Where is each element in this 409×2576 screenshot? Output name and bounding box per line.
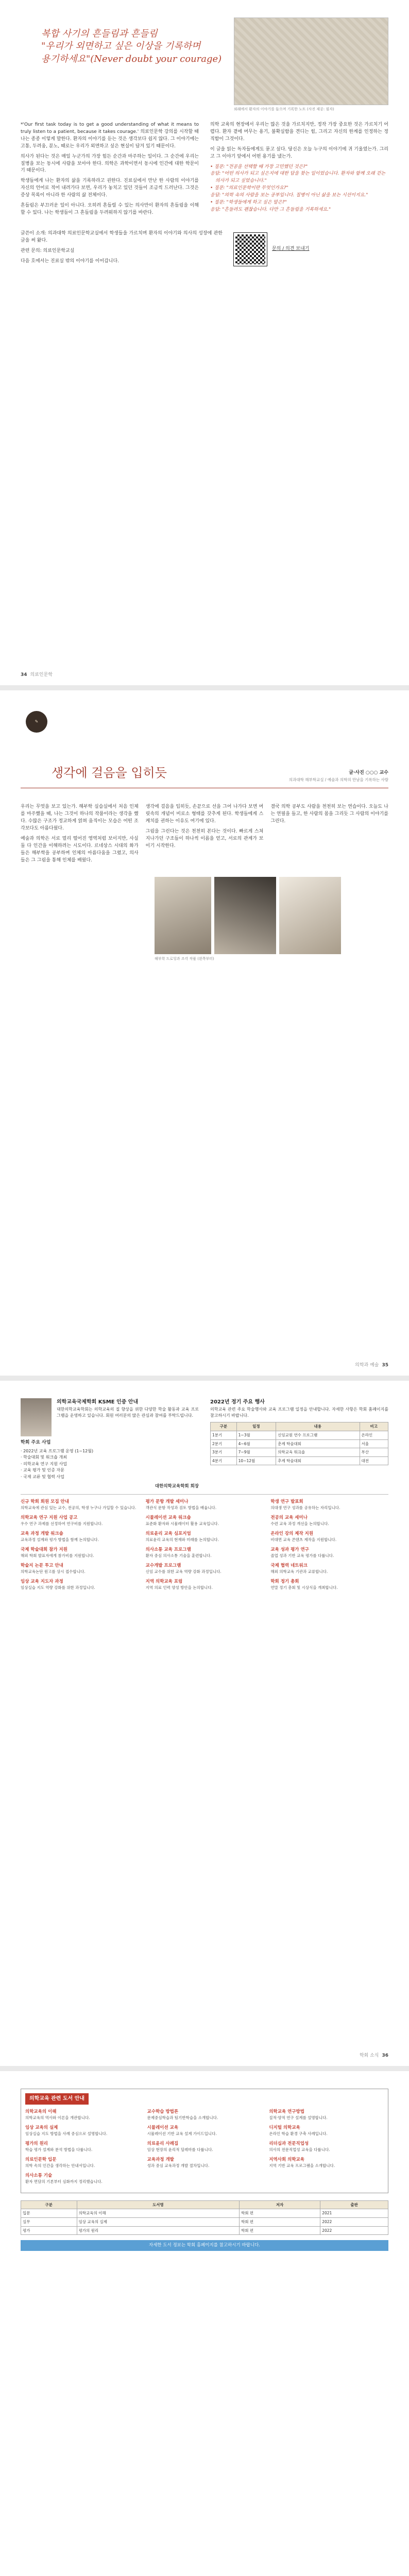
page-folio: [21, 672, 53, 679]
listing-title: 의료윤리 교육 심포지엄: [145, 1531, 191, 1537]
listing-title: 온라인 강의 제작 지원: [270, 1531, 314, 1537]
page-1-body: [21, 122, 388, 220]
book-desc: 의학교육의 역사와 이론을 개관합니다.: [25, 2115, 90, 2120]
book-desc: 지역 기반 교육 프로그램을 소개합니다.: [269, 2163, 335, 2168]
table-cell: 신임교원 연수 프로그램: [276, 1431, 360, 1439]
page-2-title: 생각에 걸음을 입히듯: [52, 766, 167, 780]
paragraph: 이 글을 읽는 독자들에게도 묻고 싶다. 당신은 오늘 누구의 이야기에 귀 기울였는가. 그리고 그 이야기 앞에서 어떤 용기를 냈는가.: [210, 146, 388, 159]
table-cell: 평가의 원리: [77, 2226, 240, 2235]
paragraph: 대한의학교육학회는 의학교육의 질 향상을 위한 다양한 학술 활동과 교육 프로그램을 운영하고 있습니다. 회원 여러분의 많은 관심과 참여를 부탁드립니다.: [57, 1406, 199, 1418]
table-cell: 7~9월: [236, 1448, 276, 1457]
table-cell: 4분기: [211, 1456, 237, 1465]
listing-title: 지역 의학교육 포럼: [145, 1579, 183, 1585]
president-photo: [21, 1398, 52, 1436]
qa-question: • 질문: "전공을 선택할 때 가장 고민했던 것은?": [210, 164, 308, 170]
listing-title: 교수개발 프로그램: [145, 1563, 181, 1569]
table-header: 비고: [360, 1422, 388, 1431]
title-line-2: "우리가 외면하고 싶은 이상을 기록하며: [41, 41, 201, 52]
listing-title: 전공의 교육 세미나: [270, 1515, 308, 1521]
list-item: · 국제 교류 및 협력 사업: [21, 1474, 64, 1479]
listing-title: 학회 정기 총회: [270, 1579, 299, 1585]
table-cell: 대전: [360, 1456, 388, 1465]
listing-title: 국제 학술대회 참가 지원: [21, 1547, 67, 1553]
info-banner: 자세한 도서 정보는 학회 홈페이지를 참고하시기 바랍니다.: [21, 2240, 388, 2251]
section-label: 의료인문학: [30, 672, 53, 678]
listing-body: 지역 의료 인력 양성 방안을 논의합니다.: [145, 1585, 213, 1590]
listing-title: 평가 문항 개발 세미나: [145, 1499, 189, 1505]
schedule-table: [210, 1422, 388, 1465]
listing-title: 국제 협력 네트워크: [270, 1563, 308, 1569]
sidebar-note: 다음 호에서는 진료실 밖의 이야기를 이어갑니다.: [21, 258, 120, 264]
table-cell: 임상 교육의 실제: [77, 2217, 240, 2226]
signature-line: 대한의학교육학회 회장: [155, 1483, 199, 1489]
page-1: [0, 0, 409, 690]
table-row: [21, 2209, 388, 2218]
listing-column-c: [270, 1499, 388, 1595]
table-cell: 부산: [360, 1448, 388, 1457]
book-desc: 의학 속의 인간을 생각하는 안내서입니다.: [25, 2163, 95, 2168]
listing-body: 해외 학회 발표자에게 참가비를 지원합니다.: [21, 1553, 94, 1558]
listing-title: 학생 연구 발표회: [270, 1499, 303, 1505]
table-cell: 2022: [320, 2226, 388, 2235]
table-cell: 4~6월: [236, 1439, 276, 1448]
sidebar-note: 관련 문의: 의료인문학교실: [21, 248, 75, 253]
listing-title: 신규 학회 회원 모집 안내: [21, 1499, 69, 1505]
figure-caption: 해부학 드로잉과 조각 작품 (왼쪽부터): [155, 956, 214, 961]
book-title: 의학교육의 이해: [25, 2109, 57, 2114]
book-title: 평가의 원리: [25, 2141, 48, 2146]
paragraph: 우리는 무엇을 보고 있는가. 해부학 실습실에서 처음 인체를 마주했을 때, 나는 그것이 하나의 작품이라는 생각을 했다. 수많은 구조가 정교하게 얽혀 움직이는 모습은 어떤 조각보다도 아름다웠다.: [21, 804, 139, 831]
listing-body: 연말 정기 총회 및 시상식을 개최합니다.: [270, 1585, 338, 1590]
box-heading: 의학교육 관련 도서 안내: [25, 2093, 89, 2105]
table-header: 구분: [211, 1422, 237, 1431]
qa-answer: 응답: "어떤 의사가 되고 싶은지에 대한 답을 찾는 일이었습니다. 환자와 함께 오래 걷는 의사가 되고 싶었습니다.": [210, 171, 385, 184]
table-row: [21, 2217, 388, 2226]
page-3: [0, 1381, 409, 2071]
artwork-row: [155, 877, 388, 954]
listing-title: 임상 교육 지도자 과정: [21, 1579, 63, 1585]
book-title: 지역사회 의학교육: [269, 2157, 304, 2162]
page-1-title: [41, 28, 223, 65]
table-cell: 1~3월: [236, 1431, 276, 1439]
book-title: 교수학습 방법론: [147, 2109, 179, 2114]
book-column-left: [25, 2109, 140, 2189]
byline-sub: 의과대학 해부학교실 / 예술과 의학의 만남을 기록하는 사람: [288, 777, 388, 782]
sidebar-notes: [21, 230, 223, 268]
listing-body: 해외 의학교육 기관과 교류합니다.: [270, 1569, 328, 1574]
listing-body: 졸업 성과 기반 교육 평가를 다룹니다.: [270, 1553, 334, 1558]
table-cell: 실무: [21, 2217, 77, 2226]
table-row: [211, 1448, 388, 1457]
book-desc: 임상실습 지도 방법을 사례 중심으로 설명합니다.: [25, 2131, 108, 2136]
listing-title: 의학교육 연구 지원 사업 공고: [21, 1515, 78, 1521]
body-right: [210, 122, 388, 220]
subheading: 학회 주요 사업: [21, 1440, 51, 1445]
section-badge: [26, 711, 47, 733]
paragraph: 의사가 된다는 것은 매일 누군가의 가장 힘든 순간과 마주하는 일이다. 그 순간에 우리는 질병을 보는 동시에 사람을 보아야 한다. 의학은 과학이면서 동시에 인간에 대한 학문이기 때문이다.: [21, 154, 199, 174]
table-cell: 서울: [360, 1439, 388, 1448]
paragraph: 예술과 의학은 서로 멀리 떨어진 영역처럼 보이지만, 사실 둘 다 인간을 이해하려는 시도이다. 르네상스 시대의 화가들은 해부학을 공부하며 인체의 아름다움을 그렸고, 의사들은 그 그림을 통해 인체를 배웠다.: [21, 836, 139, 863]
page-2: [0, 690, 409, 1381]
book-desc: 문제중심학습과 팀기반학습을 소개합니다.: [147, 2115, 218, 2120]
sculpture-photo: [214, 877, 276, 954]
book-title: 교육과정 개발: [147, 2157, 174, 2162]
book-info-box: [21, 2089, 388, 2193]
listing-title: 의사소통 교육 프로그램: [145, 1547, 191, 1553]
table-cell: 평가: [21, 2226, 77, 2235]
byline: 글·사진 ○○○ 교수: [349, 770, 388, 775]
table-cell: 2분기: [211, 1439, 237, 1448]
anatomy-drawing: [155, 877, 211, 954]
page-number: 36: [382, 2053, 388, 2059]
table-cell: 10~12월: [236, 1456, 276, 1465]
listing-body: 교육과정 설계와 평가 방법을 함께 논의합니다.: [21, 1537, 99, 1543]
book-title: 시뮬레이션 교육: [147, 2125, 179, 2130]
listing-body: 객관식 문항 작성과 검토 방법을 배웁니다.: [145, 1505, 217, 1511]
listing-body: 의학교육논단 원고를 상시 접수합니다.: [21, 1569, 86, 1574]
paragraph: 생각에 걸음을 입히듯, 손끝으로 선을 그어 나가다 보면 머릿속의 개념이 비로소 형태를 갖추게 된다. 학생들에게 스케치를 권하는 이유도 여기에 있다.: [145, 804, 264, 824]
table-row: [211, 1456, 388, 1465]
listing-body: 신임 교수를 위한 교육 역량 강화 과정입니다.: [145, 1569, 221, 1574]
listing-body: 의대생 연구 성과를 공유하는 자리입니다.: [270, 1505, 340, 1511]
listing-body: 의학교육에 관심 있는 교수, 전공의, 학생 누구나 가입할 수 있습니다.: [21, 1505, 137, 1511]
book-desc: 학습 평가 설계와 분석 방법을 다룹니다.: [25, 2147, 93, 2152]
contact-link[interactable]: 문의 / 의견 보내기: [272, 246, 310, 251]
table-cell: 의학교육의 이해: [77, 2209, 240, 2218]
list-item: · 교육 평가 및 인증 자문: [21, 1468, 64, 1473]
book-desc: 임상 현장의 윤리적 딜레마를 다룹니다.: [147, 2147, 213, 2152]
section-heading: 2022년 정기 주요 행사: [210, 1399, 265, 1405]
table-header: 일정: [236, 1422, 276, 1431]
table-cell: 학회 편: [240, 2217, 320, 2226]
list-item: · 학술대회 및 워크숍 개최: [21, 1455, 67, 1460]
title-line-3: 용기하세요"(Never doubt your courage): [41, 53, 222, 64]
paragraph: *'Our first task today is to get a good understanding of what it means to truly listen to a patient, because it takes courage.' 의료인문학 강의를 시작할 때 나는 종종 이렇게 말한다. 환자의 이야기를 듣는 것은 생각보다 쉽지 않다. 그 이야기에는 고통, 두려움, 분노, 때로는 우리가 외면하고 싶은 현실이 담겨 있기 때문이다.: [21, 122, 199, 149]
section-label: 의학과 예술: [355, 1363, 379, 1368]
listing-body: 임상실습 지도 역량 강화를 위한 과정입니다.: [21, 1585, 95, 1590]
paragraph: 결국 의학 공부도 사람을 천천히 보는 연습이다. 오늘도 나는 연필을 들고, 한 사람의 몸을 그리듯 그 사람의 이야기를 그린다.: [270, 804, 388, 824]
list-item: · 의학교육 연구 지원 사업: [21, 1461, 67, 1466]
page-folio: [355, 1362, 388, 1369]
table-cell: 입문: [21, 2209, 77, 2218]
book-desc: 질적·양적 연구 설계를 설명합니다.: [269, 2115, 328, 2120]
book-title: 디지털 의학교육: [269, 2125, 300, 2130]
listing-body: 우수 연구 과제를 선정하여 연구비를 지원합니다.: [21, 1521, 103, 1527]
paragraph: 흔들림은 부끄러운 일이 아니다. 오히려 흔들릴 수 있는 의사만이 환자의 흔들림을 이해할 수 있다. 나는 학생들이 그 흔들림을 두려워하지 않기를 바란다.: [21, 203, 199, 216]
sidebar-note: 글쓴이 소개: 의과대학 의료인문학교실에서 학생들을 가르치며 환자의 이야기와 의사의 성장에 관한 글을 써 왔다.: [21, 231, 223, 244]
table-cell: 2021: [320, 2209, 388, 2218]
listing-title: 교육 성과 평가 연구: [270, 1547, 309, 1553]
listing-title: 학술지 논문 투고 안내: [21, 1563, 63, 1569]
listing-body: 의료윤리 교육의 현재와 미래를 논의합니다.: [145, 1537, 219, 1543]
table-header: 저자: [240, 2200, 320, 2209]
page-3-top: [21, 1398, 388, 1490]
book-column-right: [269, 2109, 384, 2189]
book-title: 의사소통 기술: [25, 2173, 53, 2178]
table-row: [211, 1431, 388, 1439]
body-left: [21, 122, 199, 220]
table-header: 도서명: [77, 2200, 240, 2209]
qr-code[interactable]: [234, 233, 267, 266]
table-cell: 학회 편: [240, 2209, 320, 2218]
book-desc: 의사의 전문직업성 교육을 다룹니다.: [269, 2147, 330, 2152]
table-cell: 2022: [320, 2217, 388, 2226]
qa-answer: 응답: "의학 속의 사람을 보는 공부입니다. 질병이 아닌 삶을 보는 시선이지요.": [210, 193, 368, 198]
page-number: 35: [382, 1363, 388, 1368]
table-cell: 3분기: [211, 1448, 237, 1457]
paragraph: 그림을 그린다는 것은 천천히 본다는 것이다. 빠르게 스쳐 지나가던 구조들이 하나씩 이름을 얻고, 서로의 관계가 보이기 시작한다.: [145, 829, 264, 849]
book-title: 의료인문학 입문: [25, 2157, 57, 2162]
book-title: 임상 교육의 실제: [25, 2125, 58, 2130]
qa-question: • 질문: "의료인문학이란 무엇인가요?": [210, 185, 288, 191]
listing-body: 표준화 환자와 시뮬레이터 활용 교육입니다.: [145, 1521, 219, 1527]
listing-body: 수련 교육 과정 개선을 논의합니다.: [270, 1521, 329, 1527]
book-title: 의료윤리 사례집: [147, 2141, 179, 2146]
book-desc: 성과 중심 교육과정 개발 절차입니다.: [147, 2163, 210, 2168]
table-cell: 의학교육 워크숍: [276, 1448, 360, 1457]
listing-body: 환자 중심 의사소통 기술을 훈련합니다.: [145, 1553, 212, 1558]
book-desc: 환자 면담의 기본부터 심화까지 정리했습니다.: [25, 2179, 103, 2184]
paragraph: 의학 교육의 현장에서 우리는 많은 것을 가르치지만, 정작 가장 중요한 것은 가르치기 어렵다. 환자 곁에 머무는 용기, 불확실함을 견디는 힘, 그리고 자신의 한계를 인정하는 정직함이 그것이다.: [210, 122, 388, 142]
list-item: · 2022년 교육 프로그램 운영 (1~12월): [21, 1448, 94, 1453]
table-header: 구분: [21, 2200, 77, 2209]
listing-column-b: [146, 1499, 264, 1595]
table-cell: 학회 편: [240, 2226, 320, 2235]
paragraph: 학생들에게 나는 환자의 삶을 기록하라고 권한다. 진료실에서 만난 한 사람의 이야기를 자신의 언어로 적어 내려가다 보면, 우리가 놓치고 있던 것들이 조금씩 드러난다. 그것은 증상 목록이 아니라 한 사람의 삶 전체이다.: [21, 178, 199, 198]
table-cell: 춘계 학술대회: [276, 1439, 360, 1448]
title-line-1: 복합 사기의 흔들림과 흔들림: [41, 28, 158, 39]
table-cell: 추계 학술대회: [276, 1456, 360, 1465]
paragraph: 의학교육 관련 주요 학술행사와 교육 프로그램 일정을 안내합니다. 자세한 사항은 학회 홈페이지를 참고하시기 바랍니다.: [210, 1406, 388, 1418]
table-header: 출판: [320, 2200, 388, 2209]
qa-answer: 응답: "흔들려도 괜찮습니다. 다만 그 흔들림을 기록하세요.": [210, 207, 331, 213]
book-title: 의학교육 연구방법: [269, 2109, 304, 2114]
notebook-photo: [234, 18, 388, 105]
qa-question: • 질문: "학생들에게 하고 싶은 말은?": [210, 200, 287, 206]
listing-title: 시뮬레이션 교육 워크숍: [145, 1515, 191, 1521]
hands-photo: [279, 877, 341, 954]
listing-body: 비대면 교육 콘텐츠 제작을 지원합니다.: [270, 1537, 337, 1543]
art-icon: ✎: [35, 719, 39, 724]
table-header: 내용: [276, 1422, 360, 1431]
page-number: 34: [21, 672, 27, 678]
table-cell: 온라인: [360, 1431, 388, 1439]
table-row: [21, 2226, 388, 2235]
book-desc: 온라인 학습 환경 구축 사례입니다.: [269, 2131, 328, 2136]
page-3-listings: [21, 1499, 388, 1595]
book-desc: 시뮬레이션 기반 교육 설계 가이드입니다.: [147, 2131, 217, 2136]
book-title: 리더십과 전문직업성: [269, 2141, 309, 2146]
section-label: 학회 소식: [359, 2053, 379, 2059]
page-4: [0, 2071, 409, 2576]
section-heading: 의학교육국제학회 KSME 인증 안내: [57, 1399, 139, 1405]
page-2-body: [21, 804, 388, 868]
photo-caption: 외래에서 환자의 이야기를 들으며 기록한 노트 (사진 제공: 필자): [234, 107, 334, 111]
listing-title: 교육 과정 개발 워크숍: [21, 1531, 63, 1537]
table-row: [211, 1439, 388, 1448]
table-cell: 1분기: [211, 1431, 237, 1439]
listing-column-a: [21, 1499, 139, 1595]
page-folio: [360, 2053, 388, 2060]
book-table: [21, 2200, 388, 2235]
book-column-mid: [147, 2109, 262, 2189]
